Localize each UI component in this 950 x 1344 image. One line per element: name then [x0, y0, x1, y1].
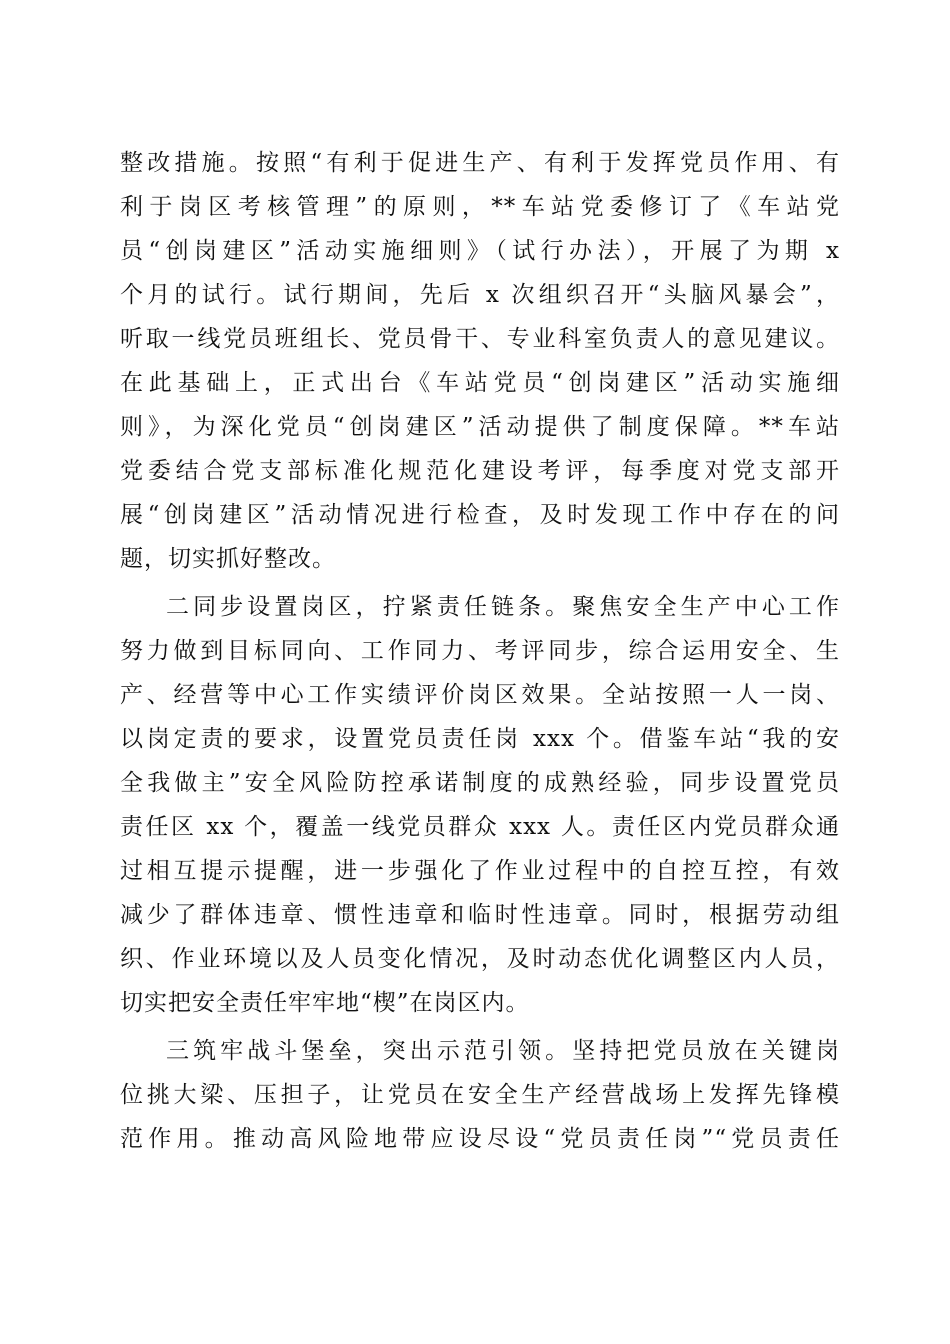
paragraph-2-line-9: 织、作业环境以及人员变化情况，及时动态优化调整区内人员， [120, 946, 840, 972]
paragraph-2-line-5: 全我做主”安全风险防控承诺制度的成熟经验，同步设置党员 [120, 770, 840, 796]
paragraph-1-line-7: 则》，为深化党员“创岗建区”活动提供了制度保障。**车站 [120, 414, 840, 440]
paragraph-1-line-4: 个月的试行。试行期间，先后 x 次组织召开“头脑风暴会”， [120, 282, 840, 308]
paragraph-2-line-6: 责任区 xx 个，覆盖一线党员群众 xxx 人。责任区内党员群众通 [120, 814, 840, 840]
paragraph-3-line-2: 位挑大梁、压担子，让党员在安全生产经营战场上发挥先锋模 [120, 1082, 840, 1108]
paragraph-1-line-2: 利于岗区考核管理”的原则，**车站党委修订了《车站党 [120, 194, 840, 220]
paragraph-2-line-1: 二同步设置岗区，拧紧责任链条。聚焦安全生产中心工作 [166, 594, 840, 620]
paragraph-1-line-6: 在此基础上，正式出台《车站党员“创岗建区”活动实施细 [120, 370, 840, 396]
paragraph-2-line-3: 产、经营等中心工作实绩评价岗区效果。全站按照一人一岗、 [120, 682, 840, 708]
paragraph-2-line-7: 过相互提示提醒，进一步强化了作业过程中的自控互控，有效 [120, 858, 840, 884]
paragraph-2-line-2: 努力做到目标同向、工作同力、考评同步，综合运用安全、生 [120, 638, 840, 664]
paragraph-2-line-4: 以岗定责的要求，设置党员责任岗 xxx 个。借鉴车站“我的安 [120, 726, 840, 752]
paragraph-1-line-5: 听取一线党员班组长、党员骨干、专业科室负责人的意见建议。 [120, 326, 840, 352]
paragraph-3-line-3: 范作用。推动高风险地带应设尽设“党员责任岗”“党员责任 [120, 1126, 840, 1152]
paragraph-1-line-10: 题，切实抓好整改。 [120, 546, 336, 572]
paragraph-1-line-8: 党委结合党支部标准化规范化建设考评，每季度对党支部开 [120, 458, 840, 484]
paragraph-1-line-1: 整改措施。按照“有利于促进生产、有利于发挥党员作用、有 [120, 150, 840, 176]
paragraph-1-line-9: 展“创岗建区”活动情况进行检查，及时发现工作中存在的问 [120, 502, 840, 528]
paragraph-2-line-10: 切实把安全责任牢牢地“楔”在岗区内。 [120, 990, 530, 1016]
paragraph-2-line-8: 减少了群体违章、惯性违章和临时性违章。同时，根据劳动组 [120, 902, 840, 928]
paragraph-1-line-3: 员“创岗建区”活动实施细则》（试行办法），开展了为期 x [120, 238, 840, 264]
paragraph-3-line-1: 三筑牢战斗堡垒，突出示范引领。坚持把党员放在关键岗 [166, 1038, 840, 1064]
